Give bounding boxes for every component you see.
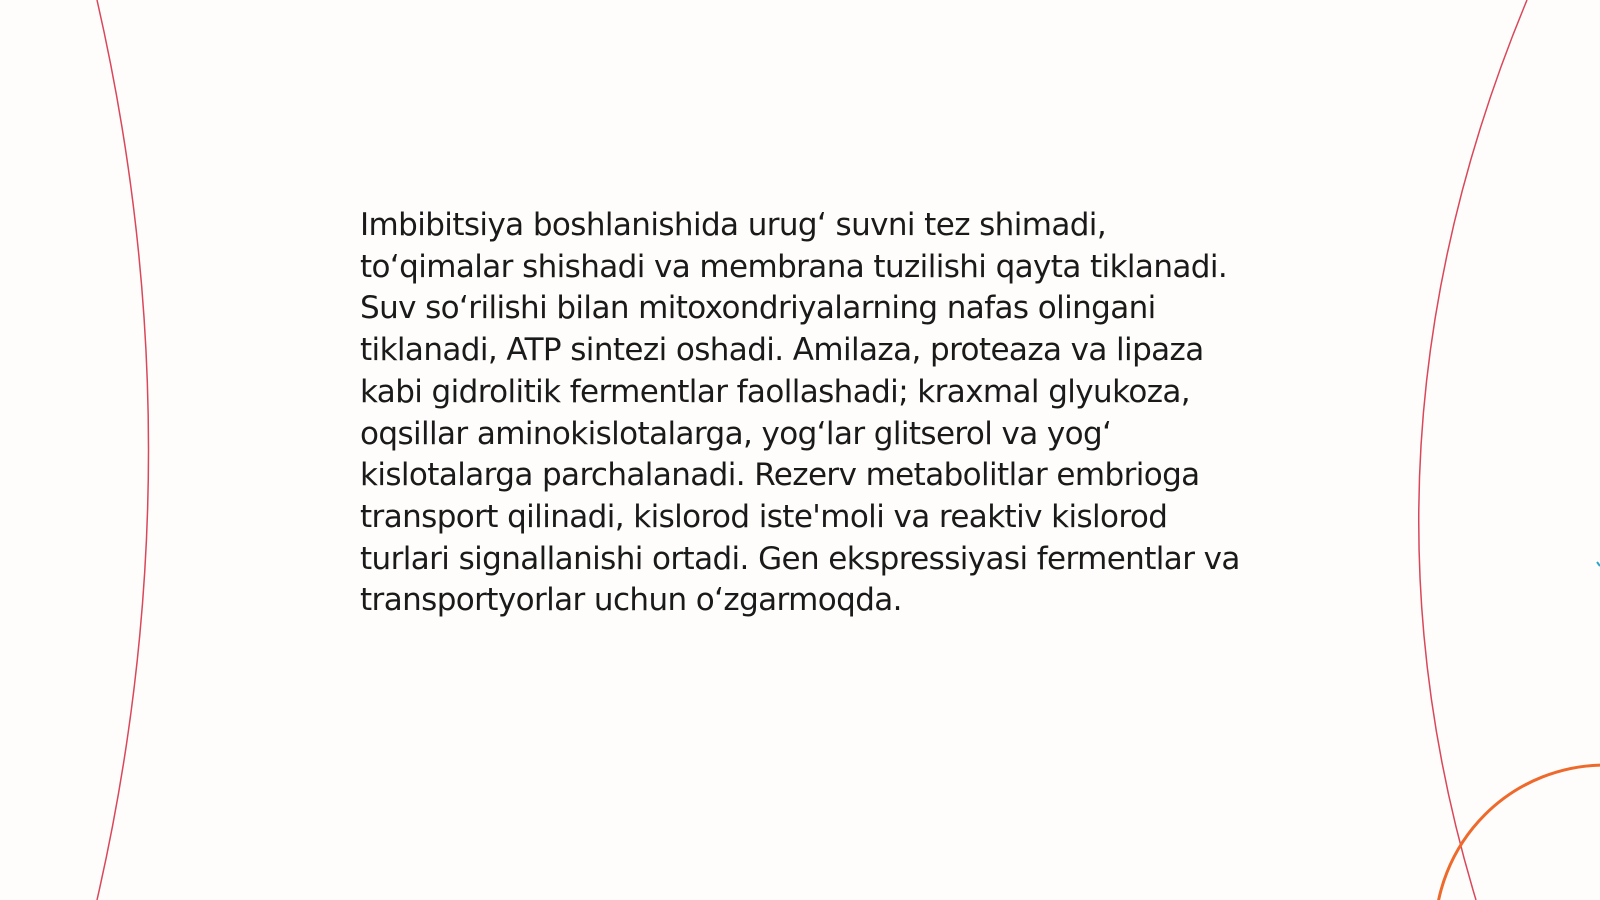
body-paragraph: Imbibitsiya boshlanishida urugʻ suvni tez shimadi, toʻqimalar shishadi va membrana tuzilishi qayta tiklanadi. Suv soʻrilishi bilan mitoxondriyalarning nafas olingani tiklanadi, ATP sintezi oshadi. Amilaza, proteaza va lipaza kabi gidrolitik fermentlar faollashadi; kraxmal glyukoza, oqsillar aminokislotalarga, yogʻlar glitserol va yogʻ kislotalarga parchalanadi. Rezerv metabolitlar embrioga transport qilinadi, kislorod iste'moli va reaktiv kislorod turlari signallanishi ortadi. Gen ekspressiyasi fermentlar va transportyorlar uchun oʻzgarmoqda. xyxy=(360,207,1240,619)
right-curve xyxy=(1419,0,1527,900)
left-curve xyxy=(97,0,149,900)
orange-arc xyxy=(1435,765,1600,900)
